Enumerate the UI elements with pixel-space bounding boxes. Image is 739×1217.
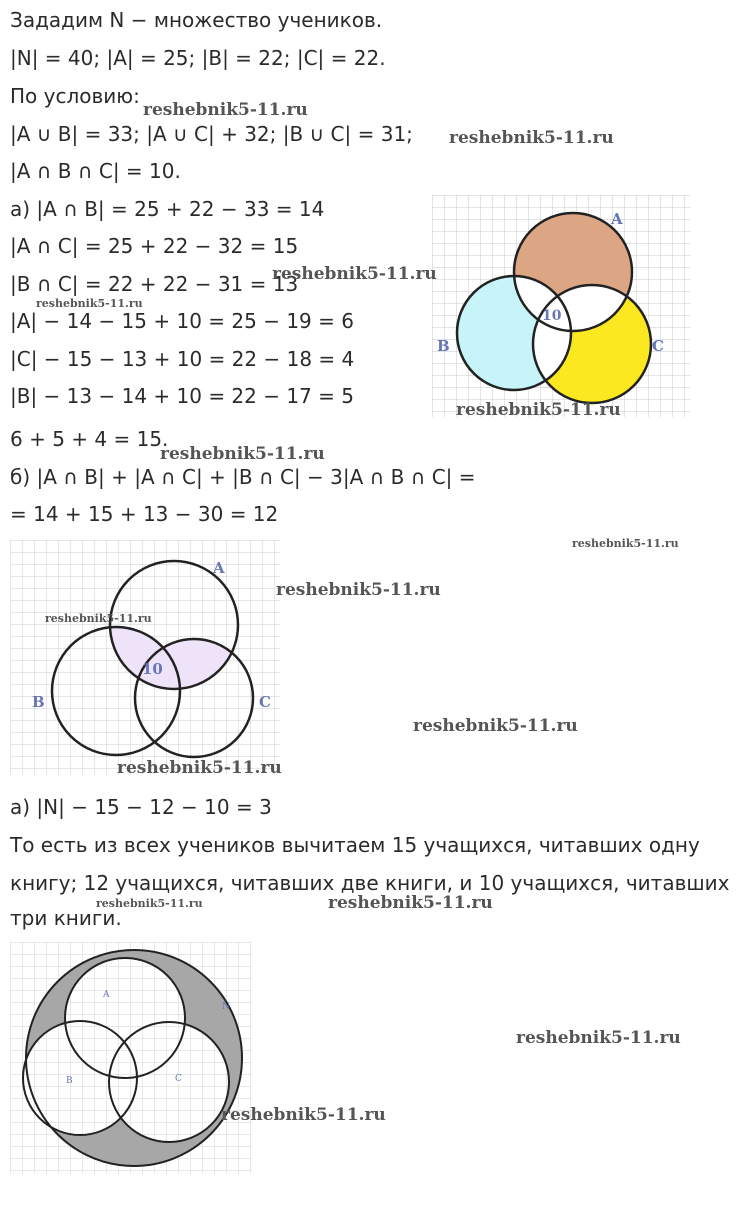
text-line-explain-2: книгу; 12 учащихся, читавших две книги, и 10 учащихся, читавших [10,871,730,895]
watermark: reshebnik5-11.ru [276,580,441,600]
watermark: reshebnik5-11.ru [449,128,614,148]
watermark: reshebnik5-11.ru [572,537,679,550]
watermark: reshebnik5-11.ru [328,893,493,913]
label-b: B [437,337,450,355]
watermark: reshebnik5-11.ru [36,297,143,310]
text-line-triple: |A ∩ B ∩ C| = 10. [10,159,181,183]
watermark: reshebnik5-11.ru [516,1028,681,1048]
label-b: B [32,693,45,711]
text-line-sum: 6 + 5 + 4 = 15. [10,427,169,451]
text-line-a-ab: а) |A ∩ B| = 25 + 22 − 33 = 14 [10,197,325,221]
outside-region-shade [10,942,252,1174]
text-line-b-part: б) |A ∩ B| + |A ∩ C| + |B ∩ C| − 3|A ∩ B ∩ C| = [10,465,476,489]
text-line-explain-1: То есть из всех учеников вычитаем 15 учащихся, читавших одну [10,833,700,857]
watermark: reshebnik5-11.ru [160,444,325,464]
text-line-none: а) |N| − 15 − 12 − 10 = 3 [10,795,272,819]
text-line-only-b: |B| − 13 − 14 + 10 = 22 − 17 = 5 [10,384,355,408]
watermark: reshebnik5-11.ru [96,897,203,910]
label-a: A [611,210,623,228]
text-line-sizes: |N| = 40; |A| = 25; |B| = 22; |C| = 22. [10,46,386,70]
watermark: reshebnik5-11.ru [143,100,308,120]
watermark: reshebnik5-11.ru [221,1105,386,1125]
text-line-only-a: |A| − 14 − 15 + 10 = 25 − 19 = 6 [10,309,354,333]
venn-diagram-shaded [10,540,280,775]
label-c: C [652,337,664,355]
text-line-unions: |A ∪ B| = 33; |A ∪ C| + 32; |B ∪ C| = 31; [10,122,413,146]
text-line-ac: |A ∩ C| = 25 + 22 − 32 = 15 [10,234,299,258]
text-line-explain-3: три книги. [10,906,122,930]
center-value: 10 [542,308,562,324]
venn-diagram-colored [432,195,690,417]
watermark: reshebnik5-11.ru [413,716,578,736]
label-b: B [66,1076,73,1086]
text-line-only-c: |C| − 15 − 13 + 10 = 22 − 18 = 4 [10,347,355,371]
label-c: C [259,693,271,711]
label-a: A [103,990,110,1000]
label-a: A [213,559,225,577]
watermark: reshebnik5-11.ru [272,264,437,284]
watermark: reshebnik5-11.ru [117,758,282,778]
venn-diagram-universal [10,942,252,1174]
label-c: C [175,1074,182,1084]
text-line-b-result: = 14 + 15 + 13 − 30 = 12 [10,502,279,526]
text-line-intro: Зададим N − множество учеников. [10,8,383,32]
watermark: reshebnik5-11.ru [456,400,621,420]
center-value: 10 [142,660,163,678]
label-n: N [222,1002,230,1012]
text-line-bc: |B ∩ C| = 22 + 22 − 31 = 13 [10,272,299,296]
text-line-condition: По условию: [10,84,140,108]
watermark: reshebnik5-11.ru [45,612,152,625]
